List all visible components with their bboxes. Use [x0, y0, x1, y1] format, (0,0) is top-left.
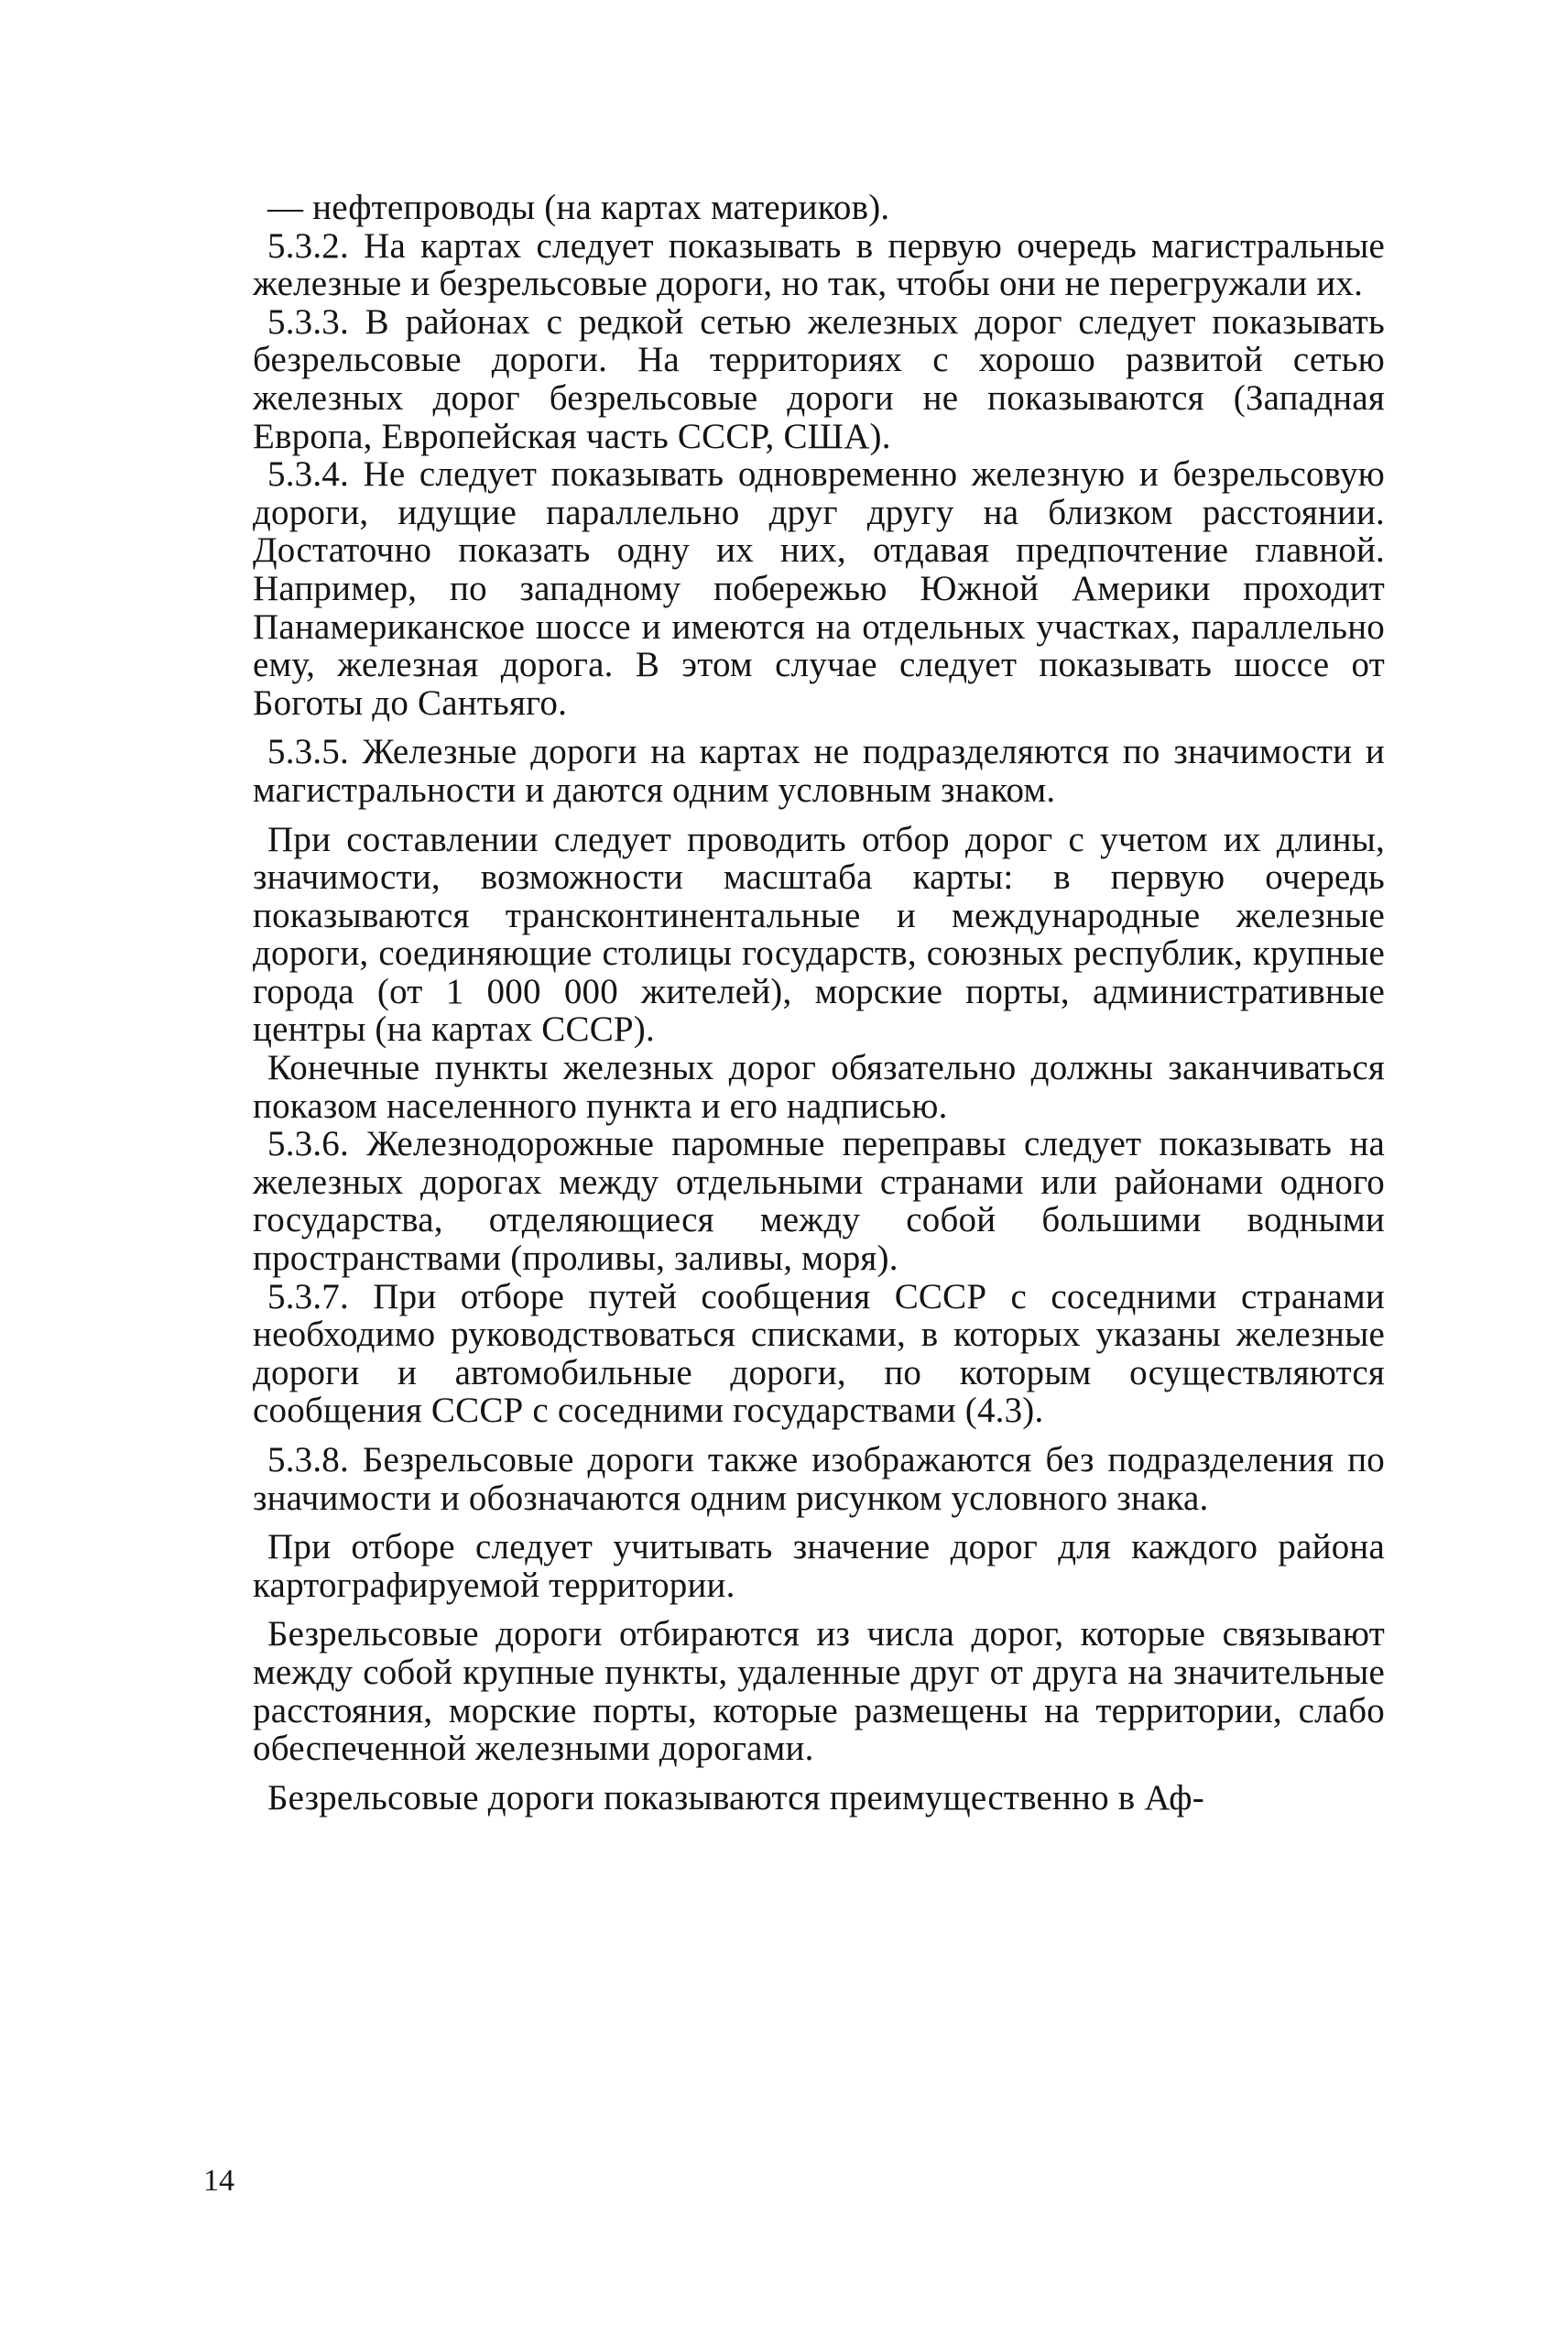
- paragraph-5-3-5: 5.3.5. Железные дороги на картах не подразделяются по значимости и магистральности и даются одним условным знаком.: [253, 732, 1385, 810]
- paragraph-selection-importance: При отборе следует учитывать значение дорог для каждого района картографируемой территории.: [253, 1527, 1385, 1605]
- paragraph-5-3-8: 5.3.8. Безрельсовые дороги также изображаются без подразделения по значимости и обозначаются одним рисунком условного знака.: [253, 1440, 1385, 1518]
- paragraph-5-3-6: 5.3.6. Железнодорожные паромные переправы следует показывать на железных дорогах между отдельными странами или районами одного государства, отделяющиеся между собой большими водными пространствами (проливы, заливы, моря).: [253, 1124, 1385, 1279]
- paragraph-selection: При составлении следует проводить отбор дорог с учетом их длины, значимости, возможности масштаба карты: в первую очередь показываются трансконтинентальные и международные железные дороги, соединяющие столицы государств, союзных республик, крупные города (от 1 000 000 жителей), морские порты, административные центры (на картах СССР).: [253, 819, 1385, 1050]
- body-text: [253, 189, 1385, 1817]
- paragraph-oil-pipelines: — нефтепроводы (на картах материков).: [267, 188, 890, 227]
- paragraph-unpaved-selection: Безрельсовые дороги отбираются из числа дорог, которые связывают между собой крупные пункты, удаленные друг от друга на значительные расстояния, морские порты, которые размещены на территории, слабо обеспеченной железными дорогами.: [253, 1614, 1385, 1769]
- paragraph-end-points: Конечные пункты железных дорог обязательно должны заканчиваться показом населенного пункта и его надписью.: [253, 1048, 1385, 1126]
- page-number: 14: [203, 2164, 234, 2198]
- paragraph-5-3-3: 5.3.3. В районах с редкой сетью железных дорог следует показывать безрельсовые дороги. На территориях с хорошо развитой сетью железных дорог безрельсовые дороги не показываются (Западная Европа, Европейская часть СССР, США).: [253, 301, 1385, 456]
- paragraph-unpaved-regions: Безрельсовые дороги показываются преимущественно в Аф-: [267, 1777, 1204, 1817]
- paragraph-5-3-7: 5.3.7. При отборе путей сообщения СССР с соседними странами необходимо руководствоваться списками, в которых указаны железные дороги и автомобильные дороги, по которым осуществляются сообщения СССР с соседними государствами (4.3).: [253, 1276, 1385, 1431]
- paragraph-5-3-4: 5.3.4. Не следует показывать одновременно железную и безрельсовую дороги, идущие параллельно друг другу на близком расстоянии. Достаточно показать одну их них, отдавая предпочтение главной. Например, по западному побережью Южной Америки проходит Панамериканское шоссе и имеются на отдельных участках, параллельно ему, железная дорога. В этом случае следует показывать шоссе от Боготы до Сантьяго.: [253, 454, 1385, 723]
- paragraph-5-3-2: 5.3.2. На картах следует показывать в первую очередь магистральные железные и безрельсовые дороги, но так, чтобы они не перегружали их.: [253, 225, 1385, 304]
